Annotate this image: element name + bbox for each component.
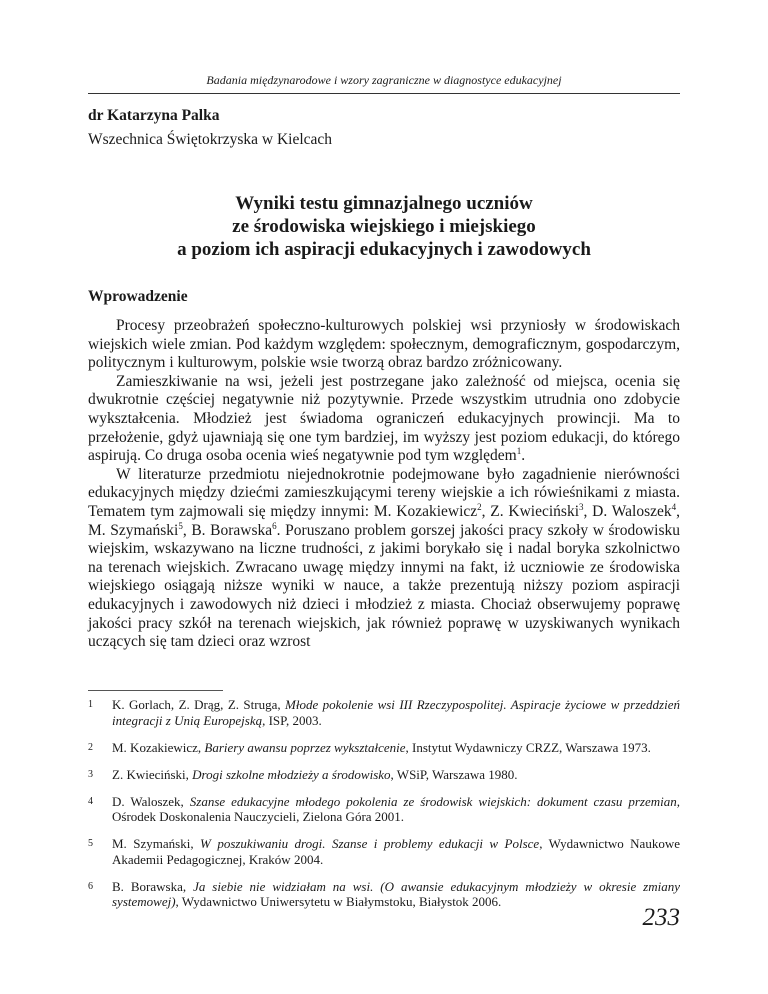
paragraph-text: . <box>521 447 526 465</box>
footnotes <box>88 697 680 921</box>
footnote <box>88 767 680 783</box>
footnote-text: , Instytut Wydawniczy CRZZ, Warszawa 1973. <box>405 739 651 755</box>
footnote-number: 3 <box>88 768 93 780</box>
footnote-ref[interactable]: 3 <box>579 501 584 512</box>
footnote-text: , WSiP, Warszawa 1980. <box>390 766 518 782</box>
paragraph-text: W literaturze przedmiotu niejednokrotnie podejmowane było zagadnienie nierówności edukacyjnych między dziećmi zamieszkującymi tereny wiejskie a ich rówieśnikami z miasta. Tematem tym zajmowali się między innymi: M. Kozakiewicz <box>88 465 680 520</box>
footnote-number: 6 <box>88 880 93 892</box>
footnote-number: 5 <box>88 838 93 849</box>
footnote-text: , Wydawnictwo Naukowe Akademii Pedagogicznej, Kraków 2004. <box>112 836 680 867</box>
footnote-title: Młode pokolenie wsi III Rzeczypospolitej. Aspiracje życiowe w przeddzień integracji z Unią Europejską <box>112 697 680 728</box>
footnote-text: D. Waloszek, <box>112 793 190 809</box>
footnote-title: Ja siebie nie widziałam na wsi. (O awansie edukacyjnym młodzieży w okresie zmiany systemowej) <box>112 878 680 909</box>
footnote-text: Ośrodek Doskonalenia Nauczycieli, Zielona Góra 2001. <box>112 809 405 824</box>
footnote-ref[interactable]: 5 <box>178 520 183 531</box>
footnote-text: M. Szymański, <box>112 836 201 851</box>
footnote-ref[interactable]: 2 <box>477 501 482 512</box>
title-line: a poziom ich aspiracji edukacyjnych i zawodowych <box>177 239 591 260</box>
footnote <box>88 697 680 728</box>
paragraph-text: , B. Borawska <box>182 521 273 539</box>
body-text <box>88 317 680 652</box>
footnote-number: 4 <box>88 795 93 807</box>
footnote <box>88 740 680 756</box>
title-line: Wyniki testu gimnazjalnego uczniów <box>235 193 533 214</box>
footnote-title: Szanse edukacyjne młodego pokolenia ze środowisk wiejskich: dokument czasu przemian, <box>189 793 680 809</box>
footnote-number: 2 <box>88 741 93 753</box>
author-name: dr Katarzyna Palka <box>88 107 220 124</box>
footnote <box>88 836 680 867</box>
footnote-divider <box>88 690 223 691</box>
paragraph-text: , Z. Kwieciński <box>481 502 580 520</box>
paragraph <box>88 373 680 466</box>
footnote-ref[interactable]: 6 <box>272 520 277 531</box>
footnote <box>88 794 680 825</box>
paragraph-text: , D. Waloszek <box>583 502 672 520</box>
footnote-text: , ISP, 2003. <box>262 712 322 728</box>
footnote-number: 1 <box>88 699 93 710</box>
paragraph-text: Procesy przeobrażeń społeczno-kulturowych polskiej wsi przyniosły w środowiskach wiejskich wiele zmian. Pod każdym względem: społecznym, demograficznym, gospodarczym, politycznym i kulturowym, polskie wsie tworzą obraz bardzo zróżnicowany. <box>88 317 680 372</box>
footnote-ref[interactable]: 4 <box>671 501 677 512</box>
footnote-title: Bariery awansu poprzez wykształcenie <box>204 739 406 755</box>
footnote-text: Z. Kwieciński, <box>112 766 193 782</box>
paragraph <box>88 466 680 652</box>
paragraph-text: . Poruszano problem gorszej jakości pracy szkoły w środowisku wiejskim, wskazywano na liczne trudności, z jakimi borykało się i nadal boryka szkolnictwo na terenach wiejskich. Zwracano uwagę między innymi na fakt, iż uczniowie ze środowiska wiejskiego osiągają niższe wyniki w nauce, a także prezentują niższy poziom aspiracji edukacyjnych i zawodowych niż dzieci i młodzież z miasta. Chociaż obserwujemy poprawę jakości pracy szkół na terenach wiejskich, jak również poprawę w uzyskiwanych wynikach uczących się tam dzieci oraz wzrost <box>88 521 681 651</box>
page-number: 233 <box>642 904 680 931</box>
paragraph <box>88 317 680 373</box>
paragraph-text: , M. Szymański <box>88 502 680 539</box>
running-header: Badania międzynarodowe i wzory zagraniczne w diagnostyce edukacyjnej <box>206 73 562 87</box>
footnote-text: K. Gorlach, Z. Drąg, Z. Struga, <box>112 697 286 712</box>
title-line: ze środowiska wiejskiego i miejskiego <box>232 216 536 237</box>
footnote-text: M. Kozakiewicz, <box>112 739 205 755</box>
paragraph-text: Zamieszkiwanie na wsi, jeżeli jest postrzegane jako zależność od miejsca, ocenia się dwukrotnie częściej negatywnie niż pozytywnie. Przede wszystkim utrudnia ono zdobycie wykształcenia. Młodzież jest świadoma ograniczeń edukacyjnych prowincji. Ma to przełożenie, gdyż ujawniają się one tym bardziej, im wyższy jest poziom edukacji, do którego aspirują. Co druga osoba ocenia wieś negatywnie pod tym względem <box>88 372 680 465</box>
article-title <box>88 192 680 261</box>
author-affiliation: Wszechnica Świętokrzyska w Kielcach <box>88 131 333 148</box>
footnote-title: W poszukiwaniu drogi. Szanse i problemy edukacji w Polsce <box>200 836 540 851</box>
footnote <box>88 879 680 910</box>
section-heading: Wprowadzenie <box>88 288 188 305</box>
footnote-text: B. Borawska, <box>112 878 194 894</box>
footnote-ref[interactable]: 1 <box>516 446 522 456</box>
footnote-title: Drogi szkolne młodzieży a środowisko <box>192 766 391 782</box>
header-divider <box>88 93 680 94</box>
footnote-text: , Wydawnictwo Uniwersytetu w Białymstoku, Białystok 2006. <box>175 894 502 909</box>
